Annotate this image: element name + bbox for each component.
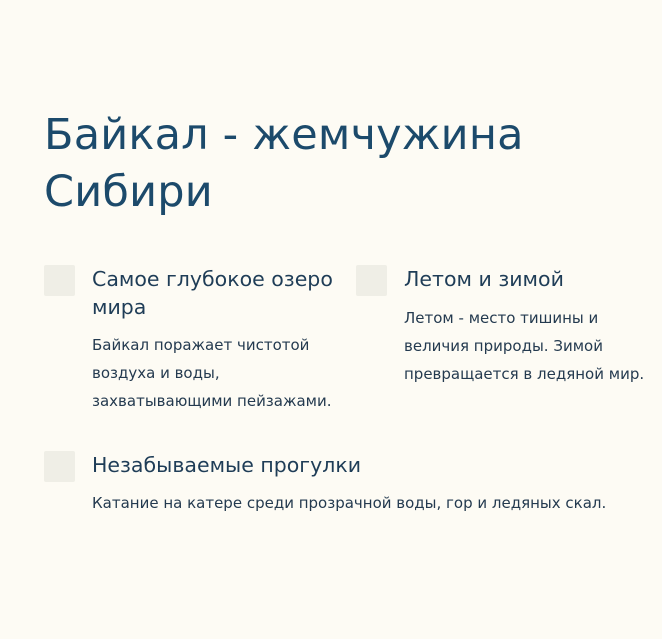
feature-description: Катание на катере среди прозрачной воды, гор и ледяных скал.: [92, 494, 607, 512]
feature-title: Незабываемые прогулки: [92, 453, 362, 477]
feature-placeholder-icon: [44, 265, 75, 296]
feature-title: Летом и зимой: [404, 267, 564, 291]
feature-description: Летом - место тишины и величия природы. Зимой превращается в ледяной мир.: [404, 309, 645, 383]
feature-placeholder-icon: [356, 265, 387, 296]
feature-description: Байкал поражает чистотой воздуха и воды, захватывающими пейзажами.: [92, 336, 332, 410]
page-title: Байкал - жемчужина Сибири: [44, 110, 524, 217]
feature-placeholder-icon: [44, 451, 75, 482]
feature-title: Самое глубокое озеро мира: [92, 267, 333, 319]
